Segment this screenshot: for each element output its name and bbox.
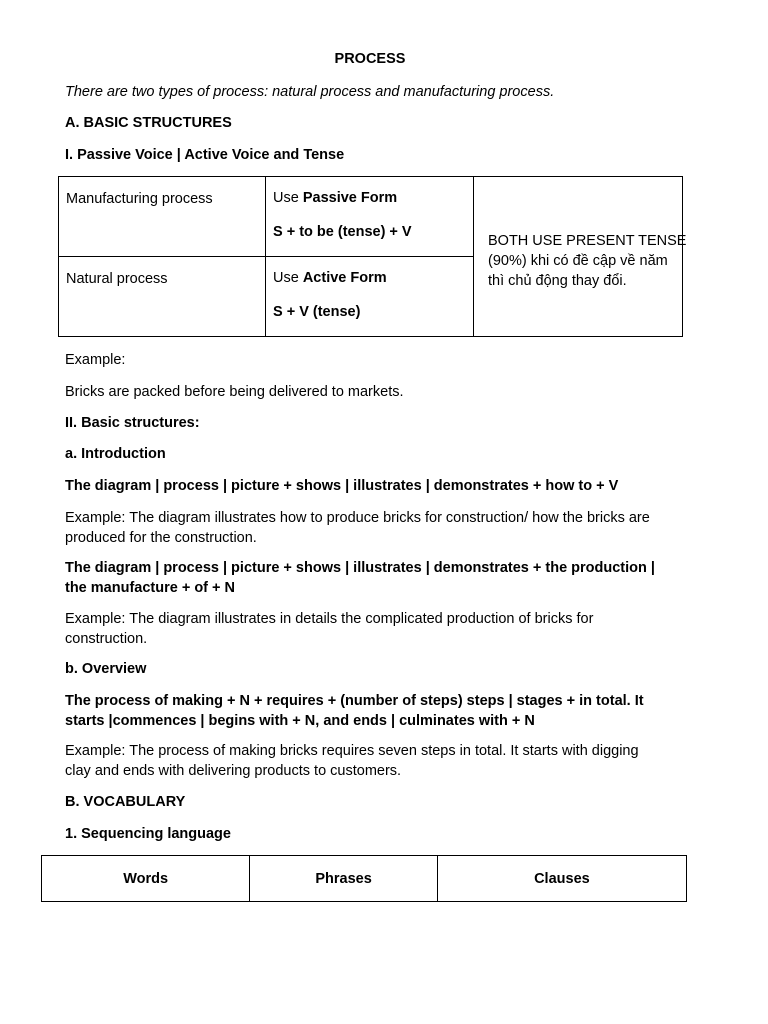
form-name: Active Form	[302, 270, 387, 286]
tense-note	[488, 231, 696, 291]
table-row-manufacturing	[59, 177, 683, 257]
intro-formula-2-line: the manufacture + of + N	[65, 580, 236, 596]
subsection-i-heading: I. Passive Voice | Active Voice and Tense	[65, 147, 345, 163]
use-prefix: Use	[273, 190, 303, 206]
intro-example-1-line: Example: The diagram illustrates how to produce bricks for construction/ how the bricks are	[65, 510, 650, 526]
example-sentence: Bricks are packed before being delivered to markets.	[65, 384, 404, 400]
intro-example-2-line: construction.	[65, 631, 148, 647]
formula: S + V (tense)	[273, 304, 361, 320]
tense-note-line: (90%) khi có đề cập về năm	[488, 252, 668, 269]
page-title: PROCESS	[334, 51, 406, 67]
tense-note-line: thì chủ động thay đổi.	[488, 272, 627, 289]
formula: S + to be (tense) + V	[273, 224, 412, 240]
tense-note-line: BOTH USE PRESENT TENSE	[488, 232, 687, 249]
table-cell	[59, 257, 266, 337]
overview-example-line: clay and ends with delivering products to customers.	[65, 763, 402, 779]
overview-heading: b. Overview	[65, 661, 147, 677]
row-label: Natural process	[66, 271, 168, 287]
subsection-ii-heading: II. Basic structures:	[65, 415, 200, 431]
intro-example-2	[65, 609, 593, 649]
intro-formula-2-line: The diagram | process | picture + shows | illustrates | demonstrates + the production |	[65, 560, 655, 576]
table-cell-note	[474, 177, 687, 337]
section-a-heading: A. BASIC STRUCTURES	[65, 115, 232, 131]
table-cell	[266, 257, 474, 337]
overview-formula-line: starts |commences | begins with + N, and ends | culminates with + N	[65, 713, 535, 729]
overview-formula	[65, 691, 644, 731]
header-words: Words	[42, 856, 250, 902]
vocabulary-table	[41, 855, 687, 902]
overview-formula-line: The process of making + N + requires + (number of steps) steps | stages + in total. It	[65, 693, 644, 709]
sequencing-heading: 1. Sequencing language	[65, 826, 231, 842]
header-phrases: Phrases	[250, 856, 437, 902]
intro-example-1	[65, 508, 650, 548]
table-cell	[266, 177, 474, 257]
voice-tense-table	[58, 176, 687, 337]
intro-example-1-line: produced for the construction.	[65, 530, 257, 546]
overview-example	[65, 741, 639, 781]
form-line	[273, 268, 480, 288]
intro-text: There are two types of process: natural process and manufacturing process.	[65, 84, 555, 100]
example-label: Example:	[65, 352, 126, 368]
row-label: Manufacturing process	[66, 191, 213, 207]
table-cell	[59, 177, 266, 257]
form-line	[273, 188, 480, 208]
intro-example-2-line: Example: The diagram illustrates in details the complicated production of bricks for	[65, 611, 594, 627]
introduction-heading: a. Introduction	[65, 446, 166, 462]
form-name: Passive Form	[302, 190, 398, 206]
section-b-heading: B. VOCABULARY	[65, 794, 186, 810]
intro-formula-1: The diagram | process | picture + shows | illustrates | demonstrates + how to + V	[65, 478, 619, 494]
table-header-row	[42, 856, 687, 902]
overview-example-line: Example: The process of making bricks requires seven steps in total. It starts with digging	[65, 743, 639, 759]
header-clauses: Clauses	[437, 856, 686, 902]
use-prefix: Use	[273, 270, 303, 286]
intro-formula-2	[65, 558, 655, 598]
